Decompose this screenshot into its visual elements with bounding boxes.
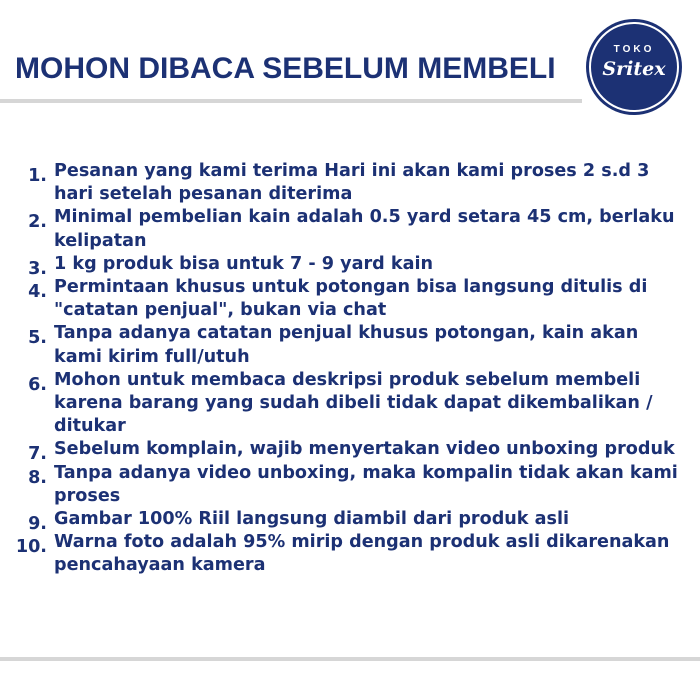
rule-item (0, 322, 700, 368)
rule-item (0, 369, 700, 439)
rule-text: Warna foto adalah 95% mirip dengan produk asli dikarenakan pencahayaan kamera (54, 532, 670, 576)
rule-item (0, 438, 700, 465)
rule-text: 1 kg produk bisa untuk 7 - 9 yard kain (54, 253, 434, 274)
rule-text: Gambar 100% Riil langsung diambil dari produk asli (54, 509, 570, 530)
rule-item (0, 276, 700, 322)
rule-number: 1. (28, 166, 47, 186)
rules-list (0, 160, 700, 578)
logo-toko-text: TOKO (613, 44, 655, 55)
rule-number: 3. (28, 258, 47, 279)
title-divider (0, 99, 582, 103)
rule-number: 5. (28, 328, 47, 349)
rule-item (0, 462, 700, 508)
rule-item (0, 160, 700, 206)
rule-number: 7. (28, 444, 47, 465)
rule-item (0, 531, 700, 577)
page-title: MOHON DIBACA SEBELUM MEMBELI (15, 52, 556, 85)
bottom-divider (0, 657, 700, 661)
rule-text: Tanpa adanya video unboxing, maka kompalin tidak akan kami proses (54, 462, 678, 506)
rule-text: Mohon untuk membaca deskripsi produk sebelum membeli karena barang yang sudah dibeli tidak dapat dikembalikan / ditukar (54, 369, 653, 437)
rule-text: Tanpa adanya catatan penjual khusus potongan, kain akan kami kirim full/utuh (54, 323, 639, 367)
rule-number: 2. (28, 212, 47, 233)
logo-brand-text: Sritex (602, 58, 666, 80)
rule-number: 6. (28, 374, 47, 395)
toko-sritex-logo (586, 19, 682, 115)
rule-number: 4. (28, 282, 47, 303)
rule-text: Pesanan yang kami terima Hari ini akan kami proses 2 s.d 3 hari setelah pesanan diterima (54, 161, 650, 205)
rule-item (0, 206, 700, 252)
rule-item (0, 253, 700, 279)
rule-text: Sebelum komplain, wajib menyertakan video unboxing produk (54, 439, 675, 460)
rule-text: Permintaan khusus untuk potongan bisa langsung ditulis di "catatan penjual", bukan via chat (54, 277, 648, 321)
rule-item (0, 508, 700, 535)
rule-number: 8. (28, 467, 47, 488)
rule-number: 10. (15, 537, 47, 558)
rule-text: Minimal pembelian kain adalah 0.5 yard setara 45 cm, berlaku kelipatan (54, 207, 675, 251)
rule-number: 9. (28, 514, 47, 535)
